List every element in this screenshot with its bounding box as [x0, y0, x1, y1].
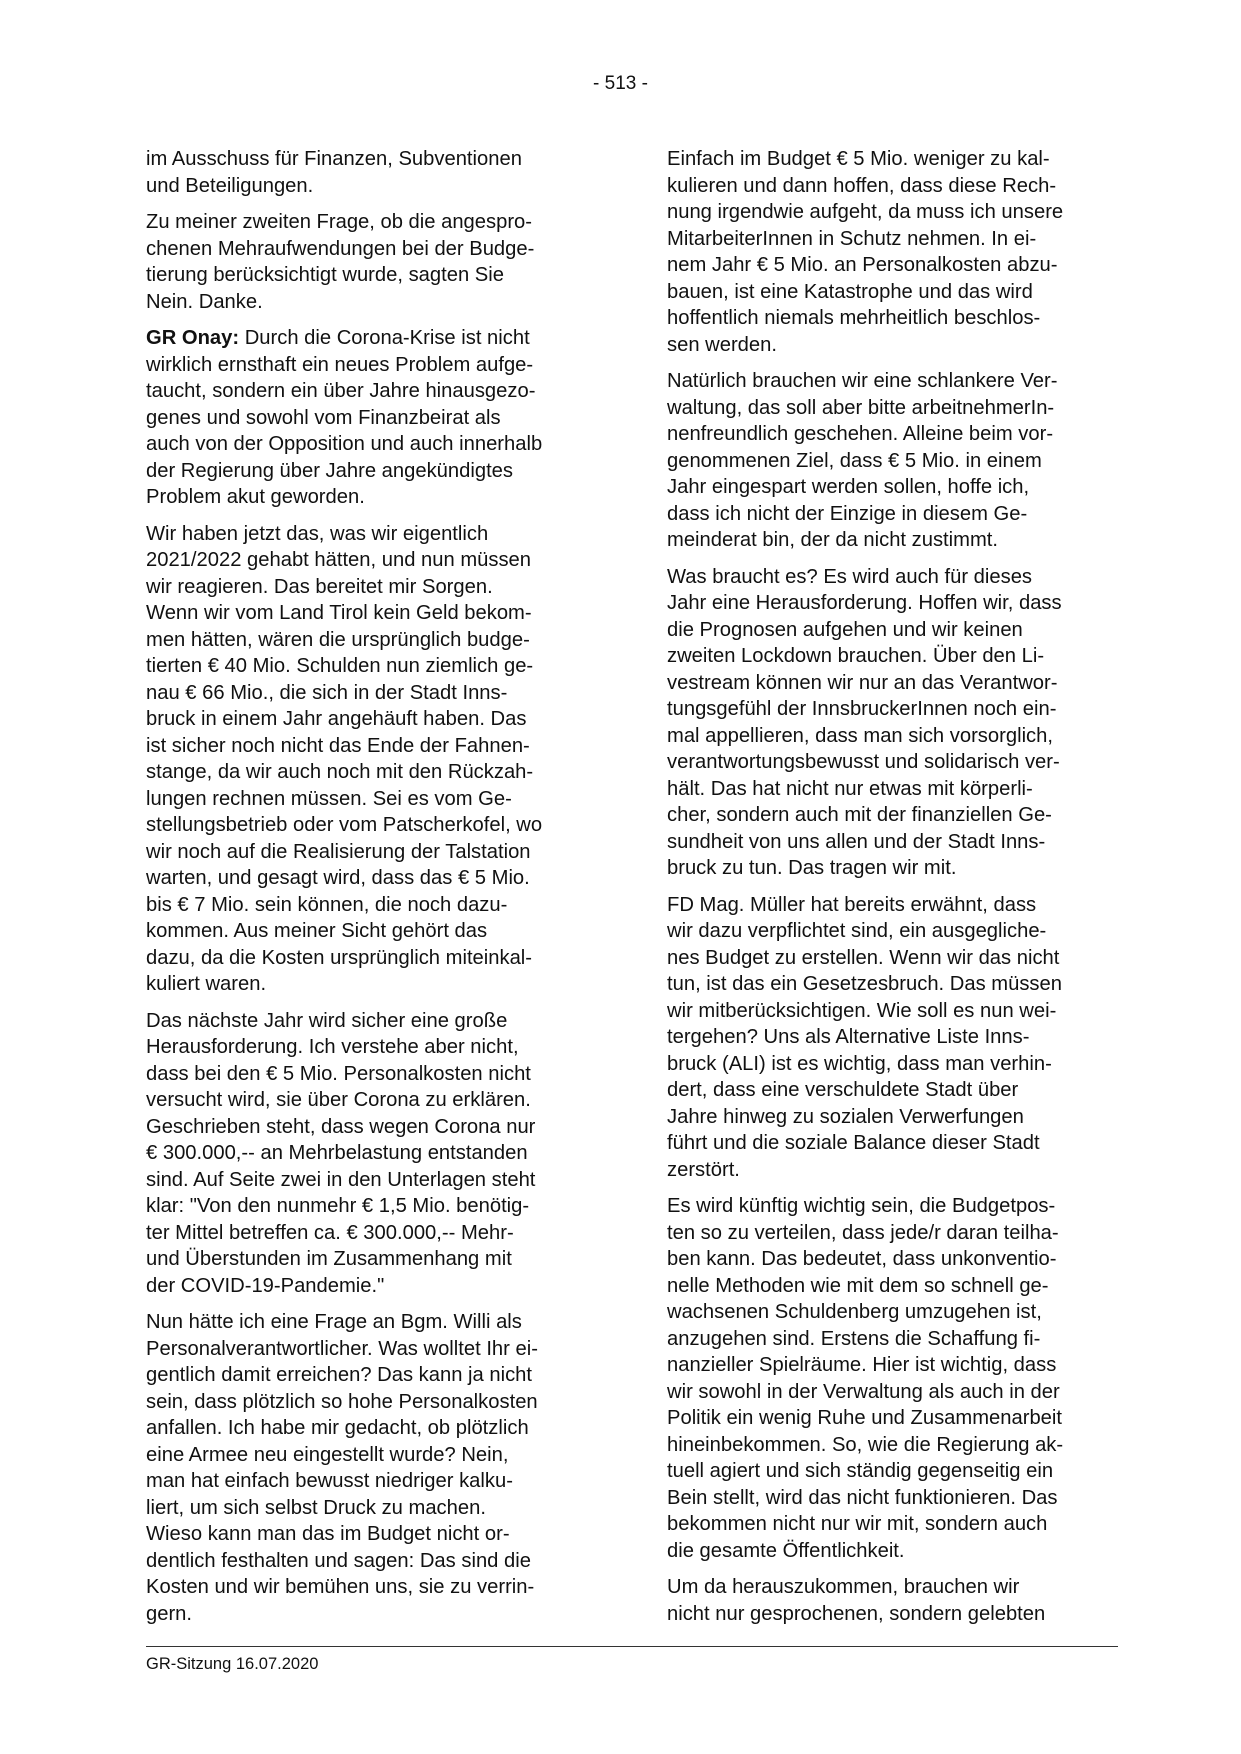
- left-column: [146, 146, 596, 1637]
- right-column: [667, 146, 1117, 1637]
- paragraph: Das nächste Jahr wird sicher eine große Herausforderung. Ich verstehe aber nicht, dass bei den € 5 Mio. Personalkosten nicht versucht wird, sie über Corona zu erklären. Geschrieben steht, dass wegen Corona nur € 300.000,-- an Mehrbelastung entstanden sind. Auf Seite zwei in den Unterlagen steht klar: "Von den nunmehr € 1,5 Mio. benötig- ter Mittel betreffen ca. € 300.000,-- Mehr- und Überstunden im Zusammenhang mit der COVID-19-Pandemie.": [146, 1009, 536, 1297]
- speaker-name: GR Onay:: [146, 327, 240, 349]
- footer-divider: [146, 1646, 1118, 1647]
- page-number: - 513 -: [593, 73, 648, 94]
- paragraph: FD Mag. Müller hat bereits erwähnt, dass wir dazu verpflichtet sind, ein ausgegliche- nes Budget zu erstellen. Wenn wir das nicht tun, ist das ein Gesetzesbruch. Das müssen wir mitberücksichtigen. Wie soll es nun wei- tergehen? Uns als Alternative Liste Inns- bruck (ALI) ist es wichtig, dass man verhin- dert, dass eine verschuldete Stadt über Jahre hinweg zu sozialen Verwerfungen führt und die soziale Balance dieser Stadt zerstört.: [667, 893, 1062, 1181]
- paragraph: Natürlich brauchen wir eine schlankere Ver- waltung, das soll aber bitte arbeitnehmerIn- nenfreundlich geschehen. Alleine beim vor- genommenen Ziel, dass € 5 Mio. in einem Jahr eingespart werden sollen, hoffe ich, dass ich nicht der Einzige in diesem Ge- meinderat bin, der da nicht zustimmt.: [667, 370, 1058, 551]
- paragraph: Einfach im Budget € 5 Mio. weniger zu kal- kulieren und dann hoffen, dass diese Rech- nung irgendwie aufgeht, da muss ich unsere MitarbeiterInnen in Schutz nehmen. In ei- nem Jahr € 5 Mio. an Personalkosten abzu- bauen, ist eine Katastrophe und das wird hoffentlich niemals mehrheitlich beschlos- sen werden.: [667, 148, 1064, 356]
- paragraph: Zu meiner zweiten Frage, ob die angespro- chenen Mehraufwendungen bei der Budge- tierung berücksichtigt wurde, sagten Sie Nein. Danke.: [146, 211, 535, 313]
- footer-session-date: GR-Sitzung 16.07.2020: [146, 1655, 319, 1673]
- speech-text: Durch die Corona-Krise ist nicht wirklich ernsthaft ein neues Problem aufge- taucht, sondern ein über Jahre hinausgezo- genes und sowohl vom Finanzbeirat als auch von der Opposition und auch innerhalb der Regierung über Jahre angekündigtes Problem akut geworden.: [146, 327, 543, 508]
- paragraph: Was braucht es? Es wird auch für dieses Jahr eine Herausforderung. Hoffen wir, dass die Prognosen aufgehen und wir keinen zweiten Lockdown brauchen. Über den Li- vestream können wir nur an das Verantwor- tungsgefühl der InnsbruckerInnen noch ein- mal appellieren, dass man sich vorsorglich, verantwortungsbewusst und solidarisch ver- hält. Das hat nicht nur etwas mit körperli- cher, sondern auch mit der finanziellen Ge- sundheit von uns allen und der Stadt Inns- bruck zu tun. Das tragen wir mit.: [667, 565, 1062, 879]
- paragraph: Es wird künftig wichtig sein, die Budgetpos- ten so zu verteilen, dass jede/r daran teilha- ben kann. Das bedeutet, dass unkonventio- nelle Methoden wie mit dem so schnell ge- wachsenen Schuldenberg umzugehen ist, anzugehen sind. Erstens die Schaffung fi- nanzieller Spielräume. Hier ist wichtig, dass wir sowohl in der Verwaltung als auch in der Politik ein wenig Ruhe und Zusammenarbeit hineinbekommen. So, wie die Regierung ak- tuell agiert und sich ständig gegenseitig ein Bein stellt, wird das nicht funktionieren. Das bekommen nicht nur wir mit, sondern auch die gesamte Öffentlichkeit.: [667, 1195, 1064, 1562]
- paragraph: Wir haben jetzt das, was wir eigentlich 2021/2022 gehabt hätten, und nun müssen wir reagieren. Das bereitet mir Sorgen. Wenn wir vom Land Tirol kein Geld bekom- men hätten, wären die ursprünglich budge- tierten € 40 Mio. Schulden nun ziemlich ge- nau € 66 Mio., die sich in der Stadt Inns- bruck in einem Jahr angehäuft haben. Das ist sicher noch nicht das Ende der Fahnen- stange, da wir auch noch mit den Rückzah- lungen rechnen müssen. Sei es vom Ge- stellungsbetrieb oder vom Patscherkofel, wo wir noch auf die Realisierung der Talstation warten, und gesagt wird, dass das € 5 Mio. bis € 7 Mio. sein können, die noch dazu- kommen. Aus meiner Sicht gehört das dazu, da die Kosten ursprünglich miteinkal- kuliert waren.: [146, 522, 543, 995]
- paragraph: Nun hätte ich eine Frage an Bgm. Willi als Personalverantwortlicher. Was wolltet Ihr ei- gentlich damit erreichen? Das kann ja nicht sein, dass plötzlich so hohe Personalkosten anfallen. Ich habe mir gedacht, ob plötzlich eine Armee neu eingestellt wurde? Nein, man hat einfach bewusst niedriger kalku- liert, um sich selbst Druck zu machen. Wieso kann man das im Budget nicht or- dentlich festhalten und sagen: Das sind die Kosten und wir bemühen uns, sie zu verrin- gern.: [146, 1311, 538, 1625]
- paragraph: Um da herauszukommen, brauchen wir nicht nur gesprochenen, sondern gelebten: [667, 1576, 1046, 1625]
- paragraph: [146, 325, 596, 511]
- paragraph: im Ausschuss für Finanzen, Subventionen und Beteiligungen.: [146, 148, 522, 197]
